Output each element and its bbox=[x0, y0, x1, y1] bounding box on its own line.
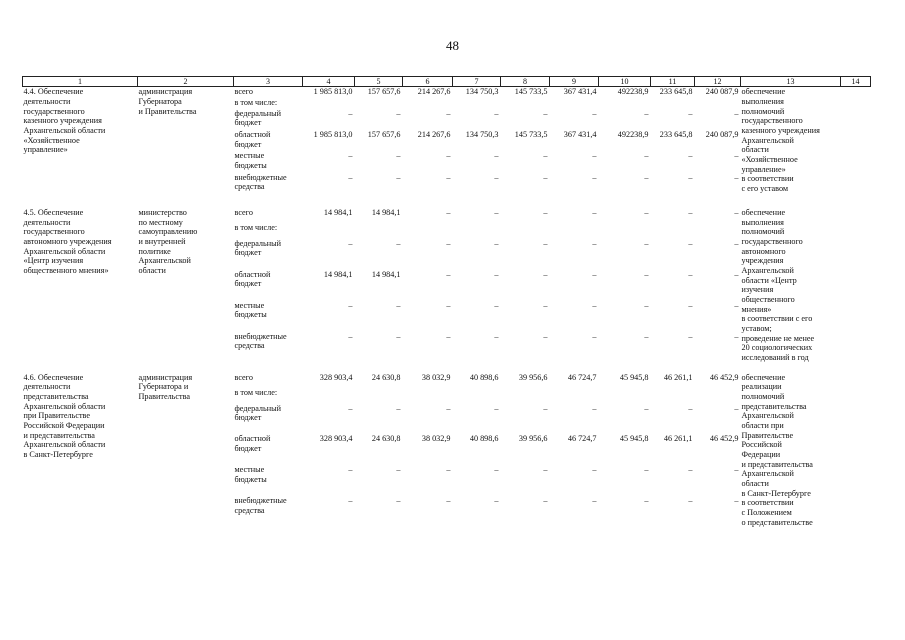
amount-cell: 45 945,8 bbox=[619, 372, 649, 382]
funding-source: всего bbox=[234, 87, 253, 97]
empty-cell bbox=[841, 87, 871, 194]
amount-cell: – bbox=[494, 207, 499, 217]
amount-cell: 46 261,1 bbox=[663, 434, 693, 444]
amount-cell: – bbox=[446, 108, 451, 118]
amount-cell: – bbox=[592, 465, 597, 475]
amount-cell: – bbox=[734, 151, 739, 161]
column-header: 1 bbox=[23, 77, 138, 87]
amount-cell: – bbox=[734, 496, 739, 506]
amount-cell: – bbox=[543, 496, 548, 506]
amount-cell bbox=[550, 98, 599, 109]
amount-cell bbox=[453, 223, 501, 238]
amount-cell: 14 984,1 bbox=[371, 207, 401, 217]
amount-cell: 38 032,9 bbox=[421, 434, 451, 444]
amount-cell: – bbox=[734, 238, 739, 248]
amount-cell bbox=[695, 223, 741, 238]
column-header: 4 bbox=[303, 77, 355, 87]
amount-cell: – bbox=[688, 172, 693, 182]
amount-cell: – bbox=[396, 403, 401, 413]
amount-cell: – bbox=[644, 207, 649, 217]
amount-cell: 46 261,1 bbox=[663, 372, 693, 382]
amount-cell: – bbox=[494, 465, 499, 475]
table-row bbox=[23, 87, 871, 98]
amount-cell: – bbox=[592, 151, 597, 161]
amount-cell: – bbox=[543, 403, 548, 413]
amount-cell: 145 733,5 bbox=[514, 130, 548, 139]
funding-source: местные бюджеты bbox=[234, 465, 267, 485]
amount-cell: – bbox=[734, 300, 739, 310]
amount-cell: – bbox=[446, 403, 451, 413]
column-header: 8 bbox=[501, 77, 550, 87]
amount-cell bbox=[599, 223, 651, 238]
amount-cell: 38 032,9 bbox=[421, 372, 451, 382]
amount-cell bbox=[303, 223, 355, 238]
amount-cell: 233 645,8 bbox=[659, 87, 693, 97]
amount-cell: – bbox=[592, 207, 597, 217]
amount-cell: – bbox=[644, 300, 649, 310]
amount-cell: – bbox=[688, 465, 693, 475]
amount-cell: – bbox=[396, 496, 401, 506]
amount-cell: 46 452,9 bbox=[709, 372, 739, 382]
amount-cell bbox=[501, 223, 550, 238]
amount-cell: 1 985 813,0 bbox=[313, 87, 353, 97]
expected-result: обеспечение выполнения полномочий государственного автономного учреждения Архангельской области «Центр изучения общественного мнения» в соответствии с его уставом; проведение не менее 20 социологических исследований в год bbox=[741, 207, 815, 362]
amount-cell bbox=[355, 388, 403, 403]
table-row bbox=[23, 208, 871, 223]
amount-cell: 328 903,4 bbox=[319, 372, 353, 382]
measure-name: 4.4. Обеспечение деятельности государственного казенного учреждения Архангельской области «Хозяйственное управление» bbox=[23, 87, 106, 155]
funding-source: федеральный бюджет bbox=[234, 403, 282, 423]
amount-cell: – bbox=[543, 207, 548, 217]
column-header: 13 bbox=[741, 77, 841, 87]
empty-cell bbox=[841, 208, 871, 363]
amount-cell: – bbox=[543, 238, 548, 248]
amount-cell: 1 985 813,0 bbox=[313, 130, 353, 139]
section-spacer bbox=[23, 363, 871, 373]
amount-cell bbox=[599, 98, 651, 109]
amount-cell: – bbox=[688, 238, 693, 248]
amount-cell: – bbox=[644, 238, 649, 248]
amount-cell bbox=[695, 98, 741, 109]
amount-cell: – bbox=[688, 207, 693, 217]
amount-cell: 240 087,9 bbox=[705, 87, 739, 97]
column-header: 12 bbox=[695, 77, 741, 87]
amount-cell: 157 657,6 bbox=[367, 130, 401, 139]
amount-cell: – bbox=[396, 238, 401, 248]
amount-cell bbox=[695, 388, 741, 403]
amount-cell: – bbox=[396, 108, 401, 118]
amount-cell bbox=[550, 223, 599, 238]
amount-cell: – bbox=[688, 300, 693, 310]
funding-source: федеральный бюджет bbox=[234, 238, 282, 258]
amount-cell: 46 724,7 bbox=[567, 434, 597, 444]
amount-cell: – bbox=[688, 496, 693, 506]
amount-cell: 492238,9 bbox=[617, 130, 649, 139]
spacer-cell bbox=[23, 194, 871, 208]
amount-cell: 40 898,6 bbox=[469, 434, 499, 444]
financing-table bbox=[22, 76, 871, 527]
column-header: 14 bbox=[841, 77, 871, 87]
amount-cell: – bbox=[543, 465, 548, 475]
funding-source: местные бюджеты bbox=[234, 151, 267, 170]
amount-cell: – bbox=[592, 172, 597, 182]
amount-cell: – bbox=[644, 496, 649, 506]
amount-cell bbox=[501, 98, 550, 109]
amount-cell: 134 750,3 bbox=[465, 87, 499, 97]
amount-cell: 39 956,6 bbox=[518, 372, 548, 382]
amount-cell: – bbox=[734, 403, 739, 413]
amount-cell: 367 431,4 bbox=[563, 130, 597, 139]
amount-cell: – bbox=[543, 300, 548, 310]
amount-cell: – bbox=[446, 238, 451, 248]
amount-cell: 157 657,6 bbox=[367, 87, 401, 97]
amount-cell: 24 630,8 bbox=[371, 372, 401, 382]
amount-cell: – bbox=[688, 403, 693, 413]
amount-cell: – bbox=[348, 331, 353, 341]
amount-cell: 240 087,9 bbox=[705, 130, 739, 139]
funding-source: в том числе: bbox=[234, 388, 278, 398]
table-row bbox=[23, 373, 871, 388]
amount-cell: – bbox=[644, 269, 649, 279]
funding-source: всего bbox=[234, 372, 253, 382]
amount-cell: – bbox=[688, 151, 693, 161]
amount-cell: 45 945,8 bbox=[619, 434, 649, 444]
amount-cell bbox=[403, 98, 453, 109]
amount-cell: – bbox=[348, 496, 353, 506]
amount-cell: – bbox=[396, 151, 401, 161]
amount-cell: 233 645,8 bbox=[659, 130, 693, 139]
table-body bbox=[23, 87, 871, 527]
measure-name: 4.5. Обеспечение деятельности государственного автономного учреждения Архангельской области «Центр изучения общественного мнения» bbox=[23, 207, 112, 275]
amount-cell bbox=[355, 223, 403, 238]
amount-cell: – bbox=[592, 269, 597, 279]
amount-cell: – bbox=[734, 465, 739, 475]
amount-cell: – bbox=[494, 496, 499, 506]
column-header: 2 bbox=[138, 77, 234, 87]
empty-cell bbox=[841, 373, 871, 528]
amount-cell: – bbox=[396, 465, 401, 475]
amount-cell bbox=[501, 388, 550, 403]
column-header: 10 bbox=[599, 77, 651, 87]
amount-cell: – bbox=[446, 331, 451, 341]
amount-cell: – bbox=[396, 172, 401, 182]
amount-cell: 145 733,5 bbox=[514, 87, 548, 97]
amount-cell: – bbox=[494, 238, 499, 248]
amount-cell: – bbox=[446, 172, 451, 182]
column-header: 6 bbox=[403, 77, 453, 87]
amount-cell: 40 898,6 bbox=[469, 372, 499, 382]
amount-cell bbox=[550, 388, 599, 403]
measure-name: 4.6. Обеспечение деятельности представительства Архангельской области при Правительстве Российской Федерации и представительства Архангельской области в Санкт-Петербурге bbox=[23, 372, 106, 459]
funding-source: областной бюджет bbox=[234, 269, 271, 289]
amount-cell: 134 750,3 bbox=[465, 130, 499, 139]
amount-cell: 14 984,1 bbox=[323, 269, 353, 279]
page-number: 48 bbox=[446, 38, 459, 53]
amount-cell bbox=[403, 223, 453, 238]
amount-cell: – bbox=[494, 300, 499, 310]
amount-cell: 214 267,6 bbox=[417, 130, 451, 139]
amount-cell: – bbox=[688, 269, 693, 279]
funding-source: всего bbox=[234, 207, 253, 217]
amount-cell: – bbox=[592, 238, 597, 248]
funding-source: в том числе: bbox=[234, 98, 278, 108]
amount-cell: – bbox=[592, 496, 597, 506]
header-row bbox=[23, 77, 871, 87]
amount-cell: 14 984,1 bbox=[323, 207, 353, 217]
amount-cell: 492238,9 bbox=[617, 87, 649, 97]
amount-cell: – bbox=[348, 172, 353, 182]
amount-cell: 14 984,1 bbox=[371, 269, 401, 279]
amount-cell: – bbox=[446, 496, 451, 506]
amount-cell: – bbox=[644, 172, 649, 182]
funding-source: федеральный бюджет bbox=[234, 108, 282, 128]
column-header: 3 bbox=[234, 77, 303, 87]
funding-source: внебюджетные средства bbox=[234, 331, 287, 351]
amount-cell: – bbox=[734, 108, 739, 118]
amount-cell: – bbox=[348, 151, 353, 161]
amount-cell: – bbox=[592, 403, 597, 413]
amount-cell: – bbox=[348, 403, 353, 413]
amount-cell bbox=[651, 388, 695, 403]
amount-cell bbox=[453, 98, 501, 109]
executor-name: администрация Губернатора и Правительства bbox=[138, 87, 197, 116]
amount-cell: – bbox=[396, 331, 401, 341]
amount-cell: – bbox=[734, 331, 739, 341]
amount-cell: – bbox=[494, 331, 499, 341]
amount-cell bbox=[303, 98, 355, 109]
amount-cell: 328 903,4 bbox=[319, 434, 353, 444]
amount-cell: – bbox=[446, 269, 451, 279]
amount-cell: – bbox=[543, 151, 548, 161]
expected-result: обеспечение реализации полномочий представительства Архангельской области при Правительстве Российской Федерации и представительства Архангельской области в Санкт-Петербурге в соответствии с Положением о представительстве bbox=[741, 372, 813, 527]
funding-source: областной бюджет bbox=[234, 434, 271, 454]
funding-source: внебюджетные средства bbox=[234, 496, 287, 515]
amount-cell: – bbox=[644, 331, 649, 341]
amount-cell: 46 724,7 bbox=[567, 372, 597, 382]
amount-cell: – bbox=[494, 172, 499, 182]
amount-cell: – bbox=[543, 172, 548, 182]
column-header: 7 bbox=[453, 77, 501, 87]
executor-name: министерство по местному самоуправлению и внутренней политике Архангельской области bbox=[138, 207, 198, 275]
amount-cell: – bbox=[543, 331, 548, 341]
amount-cell: – bbox=[592, 108, 597, 118]
amount-cell: – bbox=[543, 269, 548, 279]
amount-cell: – bbox=[446, 207, 451, 217]
amount-cell: – bbox=[348, 300, 353, 310]
amount-cell: – bbox=[348, 465, 353, 475]
amount-cell: 46 452,9 bbox=[709, 434, 739, 444]
funding-source: областной бюджет bbox=[234, 130, 271, 149]
amount-cell: – bbox=[396, 300, 401, 310]
amount-cell: – bbox=[494, 151, 499, 161]
amount-cell: – bbox=[446, 300, 451, 310]
amount-cell: – bbox=[644, 465, 649, 475]
expected-result: обеспечение выполнения полномочий государственного казенного учреждения Архангельской области «Хозяйственное управление» в соответствии с его уставом bbox=[741, 87, 820, 194]
amount-cell: – bbox=[688, 108, 693, 118]
funding-source: местные бюджеты bbox=[234, 300, 267, 320]
amount-cell bbox=[303, 388, 355, 403]
amount-cell: – bbox=[348, 108, 353, 118]
amount-cell: 24 630,8 bbox=[371, 434, 401, 444]
amount-cell: – bbox=[734, 172, 739, 182]
amount-cell bbox=[599, 388, 651, 403]
column-header: 5 bbox=[355, 77, 403, 87]
funding-source: внебюджетные средства bbox=[234, 172, 287, 192]
amount-cell: – bbox=[446, 465, 451, 475]
amount-cell: – bbox=[644, 108, 649, 118]
amount-cell: – bbox=[494, 108, 499, 118]
column-header: 9 bbox=[550, 77, 599, 87]
amount-cell: 214 267,6 bbox=[417, 87, 451, 97]
amount-cell: – bbox=[446, 151, 451, 161]
amount-cell: – bbox=[688, 331, 693, 341]
spacer-cell bbox=[23, 363, 871, 373]
amount-cell: – bbox=[592, 331, 597, 341]
column-header: 11 bbox=[651, 77, 695, 87]
amount-cell: 39 956,6 bbox=[518, 434, 548, 444]
amount-cell bbox=[651, 223, 695, 238]
amount-cell: – bbox=[592, 300, 597, 310]
amount-cell: – bbox=[494, 269, 499, 279]
section-spacer bbox=[23, 194, 871, 208]
amount-cell bbox=[651, 98, 695, 109]
amount-cell: – bbox=[644, 151, 649, 161]
amount-cell: – bbox=[348, 238, 353, 248]
amount-cell: – bbox=[734, 207, 739, 217]
funding-source: в том числе: bbox=[234, 223, 278, 233]
amount-cell: – bbox=[734, 269, 739, 279]
amount-cell: – bbox=[644, 403, 649, 413]
amount-cell bbox=[453, 388, 501, 403]
amount-cell bbox=[403, 388, 453, 403]
amount-cell: – bbox=[543, 108, 548, 118]
executor-name: администрация Губернатора и Правительства bbox=[138, 372, 193, 401]
amount-cell: 367 431,4 bbox=[563, 87, 597, 97]
amount-cell: – bbox=[494, 403, 499, 413]
amount-cell bbox=[355, 98, 403, 109]
